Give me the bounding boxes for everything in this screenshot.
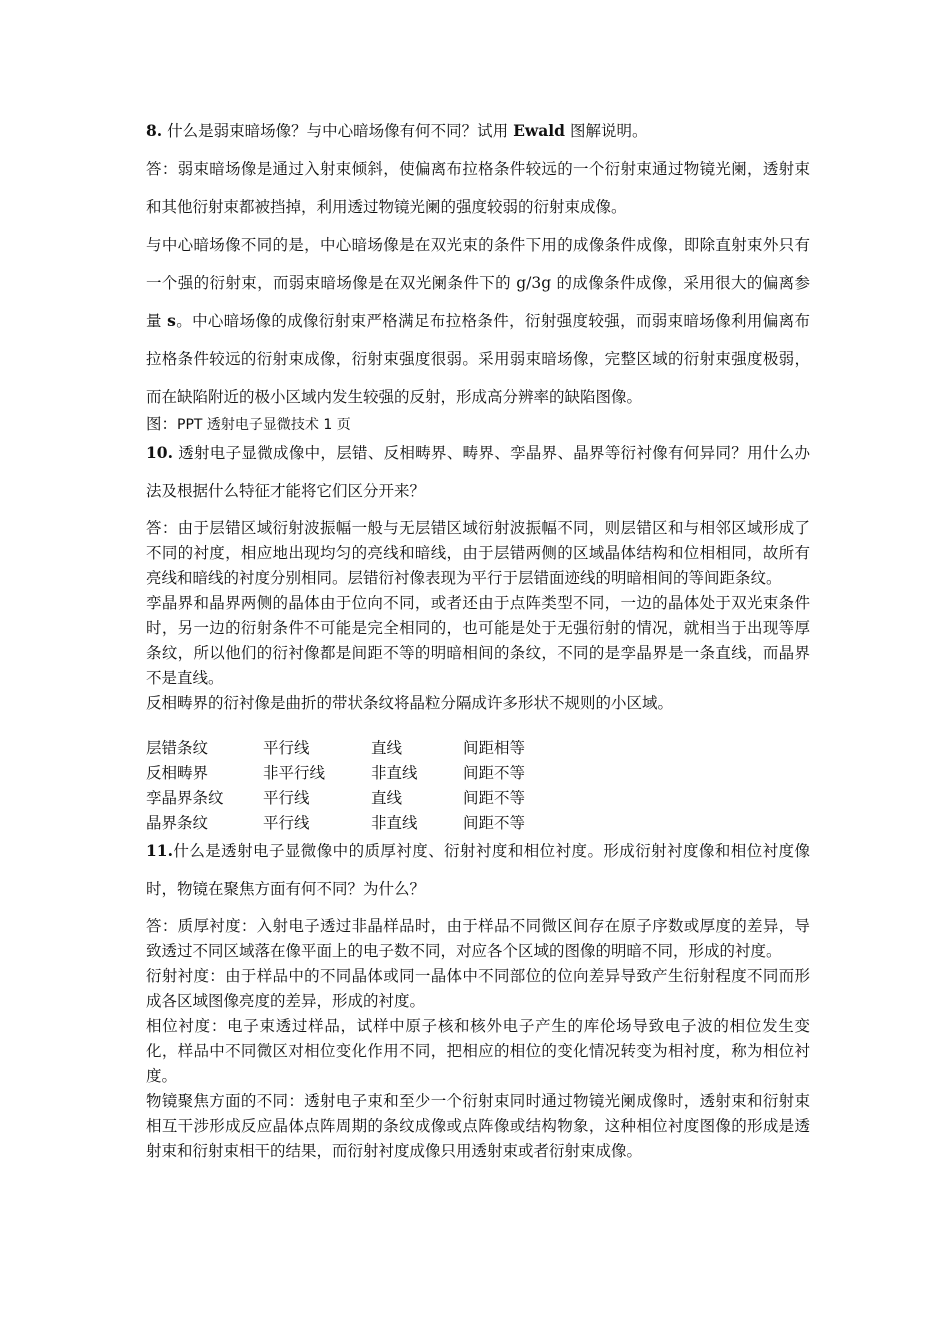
q10-answer-p1: 答：由于层错区域衍射波振幅一般与无层错区域衍射波振幅不同，则层错区和与相邻区域形成了不同的衬度，相应地出现均匀的亮线和暗线，由于层错两侧的区域晶体结构和位相相同，故所有亮线和暗线的衬度分别相同。层错衍衬像表现为平行于层错面迹线的明暗相间的等间距条纹。 bbox=[146, 519, 810, 587]
q10-answer-p3: 反相畴界的衍衬像是曲折的带状条纹将晶粒分隔成许多形状不规则的小区域。 bbox=[146, 694, 674, 712]
table-row: 反相畴界 非平行线 非直线 间距不等 bbox=[146, 764, 526, 782]
q10-number: 10. bbox=[146, 443, 173, 462]
q10-answer-p2: 孪晶界和晶界两侧的晶体由于位向不同，或者还由于点阵类型不同，一边的晶体处于双光束条件时，另一边的衍射条件不可能是完全相同的，也可能是处于无强衍射的情况，就相当于出现等厚条纹，所以他们的衍衬像都是间距不等的明暗相间的条纹，不同的是孪晶界是一条直线，而晶界不是直线。 bbox=[146, 594, 810, 687]
document-page bbox=[146, 118, 810, 1164]
table-row: 层错条纹 平行线 直线 间距相等 bbox=[146, 739, 526, 757]
q8-number: 8. bbox=[146, 121, 163, 140]
q8-answer-p2: 与中心暗场像不同的是，中心暗场像是在双光束的条件下用的成像条件成像，即除直射束外只有一个强的衍射束，而弱束暗场像是在双光阑条件下的 g/3g 的成像条件成像，采用很大的偏离参量 s。中心暗场像的成像衍射束严格满足布拉格条件，衍射强度较强，而弱束暗场像利用偏离布拉格条件较远的衍射束成像，衍射束强度很弱。采用弱束暗场像，完整区域的衍射束强度极弱，而在缺陷附近的极小区域内发生较强的反射，形成高分辨率的缺陷图像。 bbox=[146, 236, 810, 406]
q11-number: 11. bbox=[146, 841, 173, 860]
q8-answer-p1: 答：弱束暗场像是通过入射束倾斜，使偏离布拉格条件较远的一个衍射束通过物镜光阑，透射束和其他衍射束都被挡掉，利用透过物镜光阑的强度较弱的衍射束成像。 bbox=[146, 160, 810, 216]
q11-answer-p4: 物镜聚焦方面的不同：透射电子束和至少一个衍射束同时通过物镜光阑成像时，透射束和衍射束相互干涉形成反应晶体点阵周期的条纹成像或点阵像或结构物象，这种相位衬度图像的形成是透射束和衍射束相干的结果，而衍射衬度成像只用透射束或者衍射束成像。 bbox=[146, 1092, 810, 1160]
table-row: 孪晶界条纹 平行线 直线 间距不等 bbox=[146, 789, 526, 807]
table-row: 晶界条纹 平行线 非直线 间距不等 bbox=[146, 814, 526, 832]
q11-answer-p3: 相位衬度：电子束透过样品，试样中原子核和核外电子产生的库伦场导致电子波的相位发生变化，样品中不同微区对相位变化作用不同，把相应的相位的变化情况转变为相衬度，称为相位衬度。 bbox=[146, 1017, 810, 1085]
q11-answer-p2: 衍射衬度：由于样品中的不同晶体或同一晶体中不同部位的位向差异导致产生衍射程度不同而形成各区域图像亮度的差异，形成的衬度。 bbox=[146, 967, 810, 1010]
q8-title: 8. 什么是弱束暗场像？与中心暗场像有何不同？试用 Ewald 图解说明。 bbox=[146, 121, 648, 140]
q11-title: 11.什么是透射电子显微像中的质厚衬度、衍射衬度和相位衬度。形成衍射衬度像和相位衬度像时，物镜在聚焦方面有何不同？为什么？ bbox=[146, 841, 810, 898]
q10-title: 10. 透射电子显微成像中，层错、反相畴界、畴界、孪晶界、晶界等衍衬像有何异同？用什么办法及根据什么特征才能将它们区分开来？ bbox=[146, 443, 810, 500]
q8-figure-ref: 图：PPT 透射电子显微技术 1 页 bbox=[146, 415, 351, 433]
boundary-comparison-table bbox=[146, 736, 563, 836]
q11-answer-p1: 答：质厚衬度：入射电子透过非晶样品时，由于样品不同微区间存在原子序数或厚度的差异，导致透过不同区域落在像平面上的电子数不同，对应各个区域的图像的明暗不同，形成的衬度。 bbox=[146, 917, 810, 960]
